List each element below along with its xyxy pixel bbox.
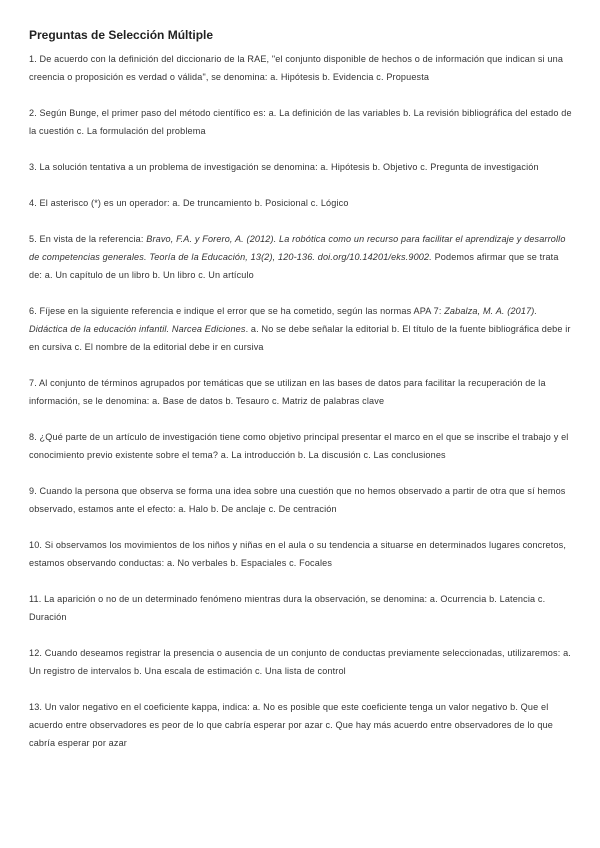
question-4: 4. El asterisco (*) es un operador: a. De truncamiento b. Posicional c. Lógico	[29, 198, 349, 208]
question-11: 11. La aparición o no de un determinado fenómeno mientras dura la observación, se denomina: a. Ocurrencia b. Latencia c. Duración	[29, 594, 546, 622]
question-10: 10. Si observamos los movimientos de los niños y niñas en el aula o su tendencia a situarse en determinados lugares concretos, estamos observando conductas: a. No verbales b. Espaciales c. Focales	[29, 540, 567, 568]
question-6-stem: 6. Fíjese en la siguiente referencia e indique el error que se ha cometido, según las normas APA 7:	[29, 306, 445, 316]
question-13: 13. Un valor negativo en el coeficiente kappa, indica: a. No es posible que este coeficiente tenga un valor negativo b. Que el acuerdo entre observadores es peor de lo que cabría esperar por azar c. Que hay más acuerdo entre observadores de lo que cabría esperar por azar	[29, 702, 554, 748]
question-5	[29, 230, 574, 284]
question-5-reference: Bravo, F.A. y Forero, A. (2012). La robótica como un recurso para facilitar el aprendizaje y desarrollo de competencias generales. Teoría de la Educación, 13(2), 120-136. doi.org/10.14201/eks.9002.	[29, 234, 566, 262]
question-3: 3. La solución tentativa a un problema de investigación se denomina: a. Hipótesis b. Objetivo c. Pregunta de investigación	[29, 162, 539, 172]
question-6-reference: Zabalza, M. A. (2017). Didáctica de la educación infantil. Narcea Ediciones	[29, 306, 538, 334]
question-6	[29, 302, 574, 356]
question-1: 1. De acuerdo con la definición del diccionario de la RAE, "el conjunto disponible de hechos o de información que indican si una creencia o proposición es verdad o válida", se denomina: a. Hipótesis b. Evidencia c. Propuesta	[29, 54, 564, 82]
page-title: Preguntas de Selección Múltiple	[29, 28, 214, 42]
question-7: 7. Al conjunto de términos agrupados por temáticas que se utilizan en las bases de datos para facilitar la recuperación de la información, se le denomina: a. Base de datos b. Tesauro c. Matriz de palabras clave	[29, 378, 546, 406]
question-5-options: Podemos afirmar que se trata de: a. Un capítulo de un libro b. Un libro c. Un artículo	[29, 252, 559, 280]
question-5-stem: 5. En vista de la referencia:	[29, 234, 147, 244]
question-8: 8. ¿Qué parte de un artículo de investigación tiene como objetivo principal presentar el marco en el que se inscribe el trabajo y el conocimiento previo existente sobre el tema? a. La introducción b. La discusión c. Las conclusiones	[29, 432, 569, 460]
question-9: 9. Cuando la persona que observa se forma una idea sobre una cuestión que no hemos observado a partir de otra que sí hemos observado, estamos ante el efecto: a. Halo b. De anclaje c. De centración	[29, 486, 566, 514]
question-6-options: . a. No se debe señalar la editorial b. El título de la fuente bibliográfica debe ir en cursiva c. El nombre de la editorial debe ir en cursiva	[29, 324, 571, 352]
question-2: 2. Según Bunge, el primer paso del método científico es: a. La definición de las variables b. La revisión bibliográfica del estado de la cuestión c. La formulación del problema	[29, 108, 572, 136]
question-12: 12. Cuando deseamos registrar la presencia o ausencia de un conjunto de conductas previamente seleccionadas, utilizaremos: a. Un registro de intervalos b. Una escala de estimación c. Una lista de control	[29, 648, 571, 676]
